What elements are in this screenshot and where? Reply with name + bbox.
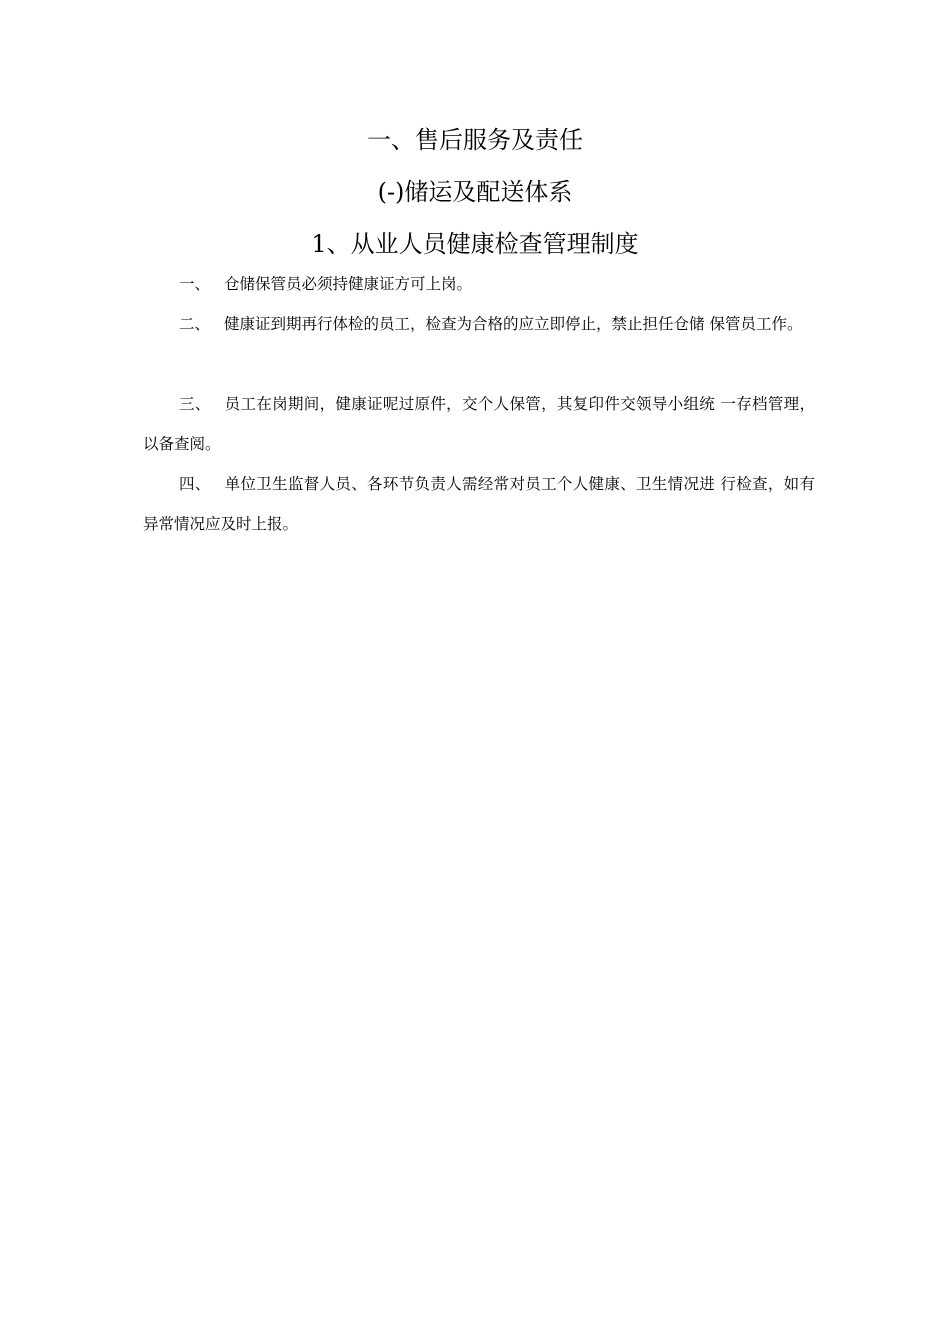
paragraph-number: 三、 xyxy=(179,395,211,413)
paragraph-text: 员工在岗期间，健康证呢过原件，交个人保管，其复印件交领导小组统 一存档管理，以备查阅。 xyxy=(143,395,815,453)
paragraph-text: 单位卫生监督人员、各环节负责人需经常对员工个人健康、卫生情况进 行检查，如有异常情况应及时上报。 xyxy=(143,475,815,533)
paragraph-4 xyxy=(143,464,815,544)
paragraph-1 xyxy=(143,264,815,304)
paragraph-2 xyxy=(143,304,815,344)
paragraph-text: 仓储保管员必须持健康证方可上岗。 xyxy=(224,275,473,293)
section-heading: 一、售后服务及责任 xyxy=(367,126,583,154)
paragraph-number: 四、 xyxy=(179,475,211,493)
article-heading: 1、从业人员健康检查管理制度 xyxy=(311,230,639,258)
paragraph-number: 二、 xyxy=(179,315,211,333)
paragraph-number: 一、 xyxy=(179,275,211,293)
subsection-heading: (-)储运及配送体系 xyxy=(377,178,573,206)
paragraph-text: 健康证到期再行体检的员工，检查为合格的应立即停止，禁止担任仓储 保管员工作。 xyxy=(224,315,803,333)
paragraph-3 xyxy=(143,384,815,464)
